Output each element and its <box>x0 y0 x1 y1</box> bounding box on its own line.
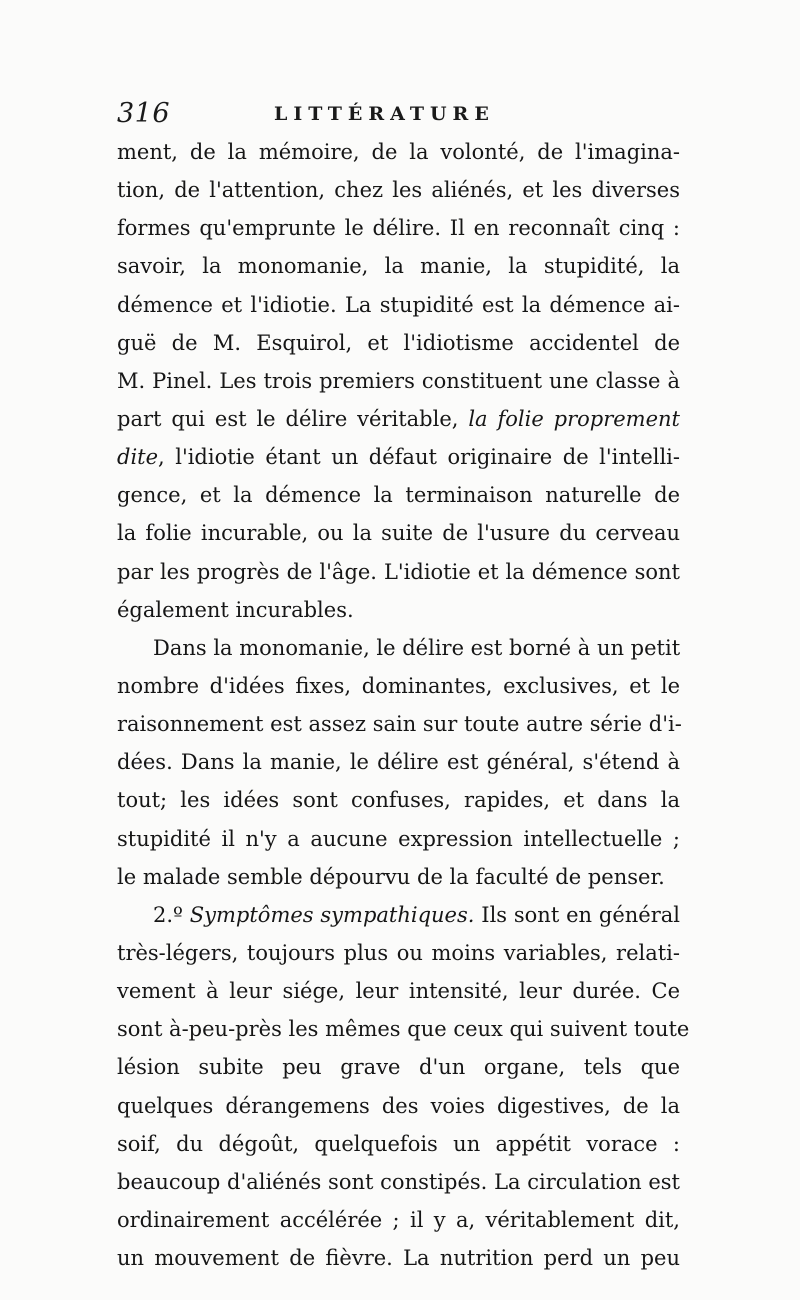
line-text: quelques dérangemens des voies digestives, de la <box>117 1093 680 1118</box>
italic-text: dite <box>117 445 159 470</box>
line-text: également incurables. <box>117 597 354 622</box>
text-line <box>117 1125 680 1163</box>
line-text: savoir, la monomanie, la manie, la stupidité, la <box>117 254 680 279</box>
line-text: Dans la monomanie, le délire est borné à un petit <box>153 635 681 660</box>
line-text: Ils sont en général <box>474 902 680 927</box>
text-line <box>117 553 680 591</box>
text-line <box>117 171 680 209</box>
text-line <box>117 1163 680 1201</box>
text-line <box>117 934 680 972</box>
text-line <box>117 743 680 781</box>
text-line <box>117 1010 690 1048</box>
text-line <box>117 286 680 324</box>
line-text: guë de M. Esquirol, et l'idiotisme accidentel de <box>117 330 680 355</box>
line-text: par les progrès de l'âge. L'idiotie et la démence sont <box>117 559 680 584</box>
line-text: beaucoup d'aliénés sont constipés. La circulation est <box>117 1169 680 1194</box>
text-line <box>117 1239 680 1277</box>
line-text: stupidité il n'y a aucune expression intellectuelle ; <box>117 826 680 851</box>
text-line <box>117 896 680 934</box>
line-text: part qui est le délire véritable, <box>117 406 469 431</box>
line-text: un mouvement de fièvre. La nutrition perd un peu <box>117 1246 680 1271</box>
text-line <box>117 820 680 858</box>
text-line <box>117 781 680 819</box>
line-text: le malade semble dépourvu de la faculté de penser. <box>117 864 665 889</box>
text-line <box>117 362 680 400</box>
line-text: la folie incurable, ou la suite de l'usure du cerveau <box>117 521 680 546</box>
italic-text: Symptômes sympathiques. <box>189 902 475 927</box>
line-text: tion, de l'attention, chez les aliénés, et les diverses <box>117 178 680 203</box>
line-text: vement à leur siége, leur intensité, leur durée. Ce <box>117 979 680 1004</box>
running-head: LITTÉRATURE <box>274 103 495 125</box>
line-text: nombre d'idées fixes, dominantes, exclusives, et le <box>117 673 680 698</box>
line-text: lésion subite peu grave d'un organe, tels que <box>117 1055 680 1080</box>
text-line <box>117 133 680 171</box>
line-text: soif, du dégoût, quelquefois un appétit vorace : <box>117 1131 680 1156</box>
line-text: gence, et la démence la terminaison naturelle de <box>117 483 680 508</box>
line-text: raisonnement est assez sain sur toute autre série d'i- <box>117 712 682 737</box>
text-line <box>117 1048 680 1086</box>
page-header <box>117 98 687 132</box>
line-text: démence et l'idiotie. La stupidité est la démence ai- <box>117 292 680 317</box>
line-text: ordinairement accélérée ; il y a, véritablement dit, <box>117 1207 680 1232</box>
line-text: sont à-peu-près les mêmes que ceux qui suivent toute <box>117 1017 690 1042</box>
text-line <box>117 247 680 285</box>
line-text: dées. Dans la manie, le délire est général, s'étend à <box>117 750 680 775</box>
line-text: M. Pinel. Les trois premiers constituent une classe à <box>117 368 680 393</box>
text-line <box>117 209 680 247</box>
text-line <box>117 629 680 667</box>
text-line <box>117 591 680 629</box>
line-text: tout; les idées sont confuses, rapides, et dans la <box>117 788 680 813</box>
text-line <box>117 1087 680 1125</box>
text-line <box>117 324 680 362</box>
line-text: très-légers, toujours plus ou moins variables, relati- <box>117 940 680 965</box>
text-line <box>117 438 680 476</box>
body-text <box>117 133 690 1277</box>
text-line <box>117 972 680 1010</box>
text-line <box>117 400 680 438</box>
text-line <box>117 667 680 705</box>
italic-text: la folie proprement <box>468 406 680 431</box>
line-text: ment, de la mémoire, de la volonté, de l'imagina- <box>117 140 680 164</box>
text-line <box>117 858 680 896</box>
page-number: 316 <box>117 98 171 129</box>
line-text: formes qu'emprunte le délire. Il en reconnaît cinq : <box>117 216 680 241</box>
text-line <box>117 1201 680 1239</box>
line-text: 2.º <box>153 902 190 927</box>
text-line <box>117 476 680 514</box>
text-line <box>117 514 680 552</box>
line-text: , l'idiotie étant un défaut originaire de l'intelli- <box>158 445 680 470</box>
text-line <box>117 705 680 743</box>
